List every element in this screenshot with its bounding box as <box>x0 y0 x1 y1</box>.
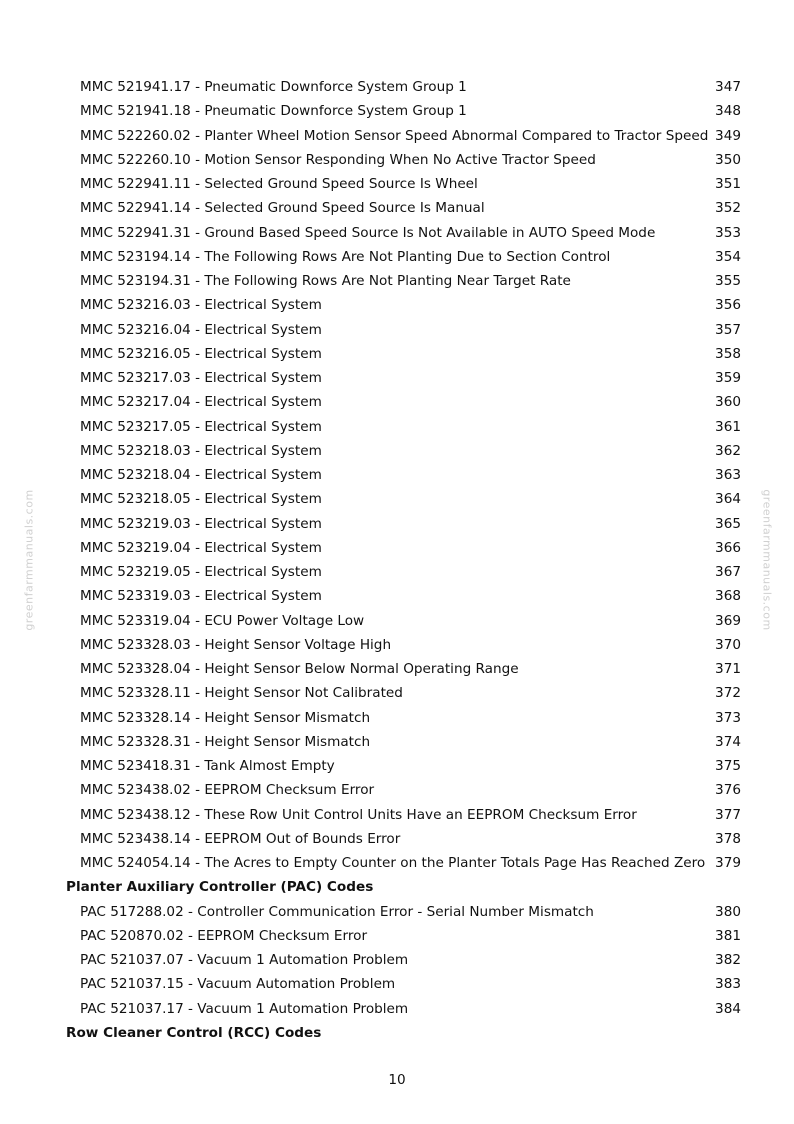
entry-title: MMC 523328.04 - Height Sensor Below Normal Operating Range <box>80 661 519 677</box>
entry-page-number: 347 <box>715 79 741 95</box>
entry-page-number: 380 <box>715 903 741 920</box>
toc-entry[interactable] <box>0 706 794 730</box>
toc-entry[interactable] <box>0 972 794 996</box>
toc-entry[interactable] <box>0 366 794 390</box>
entry-page-number: 382 <box>715 952 741 968</box>
entry-title: MMC 522941.14 - Selected Ground Speed Source Is Manual <box>80 200 485 217</box>
page-number: 10 <box>388 1072 406 1088</box>
entry-title: MMC 523219.05 - Electrical System <box>80 564 322 580</box>
entry-page-number: 376 <box>715 782 741 799</box>
toc-entry[interactable] <box>0 948 794 972</box>
toc-entry[interactable] <box>0 293 794 317</box>
entry-title: MMC 522941.11 - Selected Ground Speed Source Is Wheel <box>80 176 478 192</box>
toc-entry[interactable] <box>0 196 794 220</box>
entry-title: MMC 523218.05 - Electrical System <box>80 491 322 508</box>
entry-title: MMC 523418.31 - Tank Almost Empty <box>80 758 335 774</box>
table-of-contents <box>0 75 794 1045</box>
entry-page-number: 368 <box>715 588 741 605</box>
toc-entry[interactable] <box>0 318 794 342</box>
section-title: Row Cleaner Control (RCC) Codes <box>66 1024 322 1041</box>
toc-entry[interactable] <box>0 778 794 802</box>
entry-page-number: 354 <box>715 248 741 265</box>
entry-title: MMC 523217.03 - Electrical System <box>80 370 322 386</box>
toc-entry[interactable] <box>0 148 794 172</box>
toc-section-heading <box>0 1021 794 1045</box>
toc-entry[interactable] <box>0 681 794 705</box>
toc-entry[interactable] <box>0 560 794 584</box>
watermark-right: greenfarmmanuals.com <box>760 489 774 631</box>
entry-title: MMC 523217.05 - Electrical System <box>80 418 322 435</box>
toc-entry[interactable] <box>0 924 794 948</box>
entry-page-number: 357 <box>715 321 741 338</box>
entry-title: MMC 521941.17 - Pneumatic Downforce System Group 1 <box>80 79 467 95</box>
toc-entry[interactable] <box>0 851 794 875</box>
watermark-left: greenfarmmanuals.com <box>22 489 36 631</box>
entry-page-number: 381 <box>715 927 741 944</box>
toc-entry[interactable] <box>0 584 794 608</box>
toc-entry[interactable] <box>0 245 794 269</box>
toc-entry[interactable] <box>0 609 794 633</box>
entry-title: MMC 522941.31 - Ground Based Speed Source Is Not Available in AUTO Speed Mode <box>80 224 656 241</box>
entry-title: MMC 523194.14 - The Following Rows Are Not Planting Due to Section Control <box>80 248 611 265</box>
toc-entry[interactable] <box>0 439 794 463</box>
entry-page-number: 383 <box>715 976 741 993</box>
entry-page-number: 353 <box>715 224 741 241</box>
entry-page-number: 351 <box>715 176 741 192</box>
toc-entry[interactable] <box>0 657 794 681</box>
entry-page-number: 359 <box>715 370 741 386</box>
entry-title: MMC 523216.04 - Electrical System <box>80 321 322 338</box>
entry-page-number: 373 <box>715 709 741 726</box>
entry-page-number: 349 <box>715 127 741 144</box>
entry-title: MMC 523218.03 - Electrical System <box>80 442 322 459</box>
entry-title: PAC 521037.15 - Vacuum Automation Problem <box>80 976 396 993</box>
section-title: Planter Auxiliary Controller (PAC) Codes <box>66 879 374 896</box>
entry-page-number: 361 <box>715 418 741 435</box>
entry-title: MMC 523328.14 - Height Sensor Mismatch <box>80 709 371 726</box>
entry-title: MMC 522260.02 - Planter Wheel Motion Sensor Speed Abnormal Compared to Tractor Speed <box>80 127 709 144</box>
entry-page-number: 371 <box>715 661 741 677</box>
toc-entry[interactable] <box>0 269 794 293</box>
entry-title: MMC 521941.18 - Pneumatic Downforce System Group 1 <box>80 103 467 120</box>
toc-entry[interactable] <box>0 997 794 1021</box>
toc-entry[interactable] <box>0 390 794 414</box>
entry-page-number: 366 <box>715 539 741 556</box>
entry-title: MMC 523328.31 - Height Sensor Mismatch <box>80 733 371 750</box>
entry-page-number: 378 <box>715 830 741 847</box>
entry-title: PAC 517288.02 - Controller Communication Error - Serial Number Mismatch <box>80 903 594 920</box>
toc-entry[interactable] <box>0 487 794 511</box>
toc-entry[interactable] <box>0 900 794 924</box>
entry-page-number: 358 <box>715 345 741 362</box>
entry-title: MMC 524054.14 - The Acres to Empty Counter on the Planter Totals Page Has Reached Zero <box>80 855 706 871</box>
entry-page-number: 363 <box>715 467 741 483</box>
toc-entry[interactable] <box>0 75 794 99</box>
entry-page-number: 356 <box>715 297 741 314</box>
toc-entry[interactable] <box>0 342 794 366</box>
entry-title: PAC 521037.17 - Vacuum 1 Automation Problem <box>80 1000 409 1017</box>
toc-entry[interactable] <box>0 415 794 439</box>
entry-title: MMC 522260.10 - Motion Sensor Responding When No Active Tractor Speed <box>80 151 596 168</box>
entry-page-number: 362 <box>715 442 741 459</box>
entry-title: MMC 523216.05 - Electrical System <box>80 345 322 362</box>
entry-page-number: 369 <box>715 612 741 629</box>
toc-entry[interactable] <box>0 124 794 148</box>
entry-page-number: 379 <box>715 855 741 871</box>
entry-title: MMC 523219.04 - Electrical System <box>80 539 322 556</box>
toc-entry[interactable] <box>0 221 794 245</box>
toc-entry[interactable] <box>0 803 794 827</box>
toc-entry[interactable] <box>0 463 794 487</box>
entry-page-number: 355 <box>715 273 741 289</box>
toc-entry[interactable] <box>0 827 794 851</box>
entry-page-number: 360 <box>715 394 741 411</box>
entry-page-number: 348 <box>715 103 741 120</box>
entry-title: MMC 523328.03 - Height Sensor Voltage High <box>80 636 392 653</box>
entry-title: PAC 521037.07 - Vacuum 1 Automation Problem <box>80 952 409 968</box>
entry-page-number: 372 <box>715 685 741 702</box>
entry-page-number: 352 <box>715 200 741 217</box>
entry-title: MMC 523319.03 - Electrical System <box>80 588 322 605</box>
entry-title: MMC 523217.04 - Electrical System <box>80 394 322 411</box>
toc-entry[interactable] <box>0 512 794 536</box>
toc-section-heading <box>0 875 794 899</box>
entry-title: MMC 523319.04 - ECU Power Voltage Low <box>80 612 365 629</box>
entry-title: MMC 523438.12 - These Row Unit Control Units Have an EEPROM Checksum Error <box>80 806 637 823</box>
entry-page-number: 377 <box>715 806 741 823</box>
entry-title: MMC 523438.02 - EEPROM Checksum Error <box>80 782 375 799</box>
entry-page-number: 384 <box>715 1000 741 1017</box>
entry-page-number: 364 <box>715 491 741 508</box>
entry-page-number: 367 <box>715 564 741 580</box>
entry-title: MMC 523219.03 - Electrical System <box>80 515 322 532</box>
entry-title: MMC 523438.14 - EEPROM Out of Bounds Error <box>80 830 401 847</box>
entry-page-number: 350 <box>715 151 741 168</box>
toc-entry[interactable] <box>0 172 794 196</box>
entry-page-number: 365 <box>715 515 741 532</box>
toc-entry[interactable] <box>0 536 794 560</box>
toc-entry[interactable] <box>0 633 794 657</box>
toc-entry[interactable] <box>0 730 794 754</box>
entry-page-number: 370 <box>715 636 741 653</box>
toc-entry[interactable] <box>0 754 794 778</box>
entry-page-number: 374 <box>715 733 741 750</box>
entry-title: MMC 523218.04 - Electrical System <box>80 467 322 483</box>
entry-title: MMC 523194.31 - The Following Rows Are Not Planting Near Target Rate <box>80 273 571 289</box>
entry-title: PAC 520870.02 - EEPROM Checksum Error <box>80 927 368 944</box>
entry-title: MMC 523216.03 - Electrical System <box>80 297 322 314</box>
entry-page-number: 375 <box>715 758 741 774</box>
entry-title: MMC 523328.11 - Height Sensor Not Calibrated <box>80 685 403 702</box>
toc-entry[interactable] <box>0 99 794 123</box>
